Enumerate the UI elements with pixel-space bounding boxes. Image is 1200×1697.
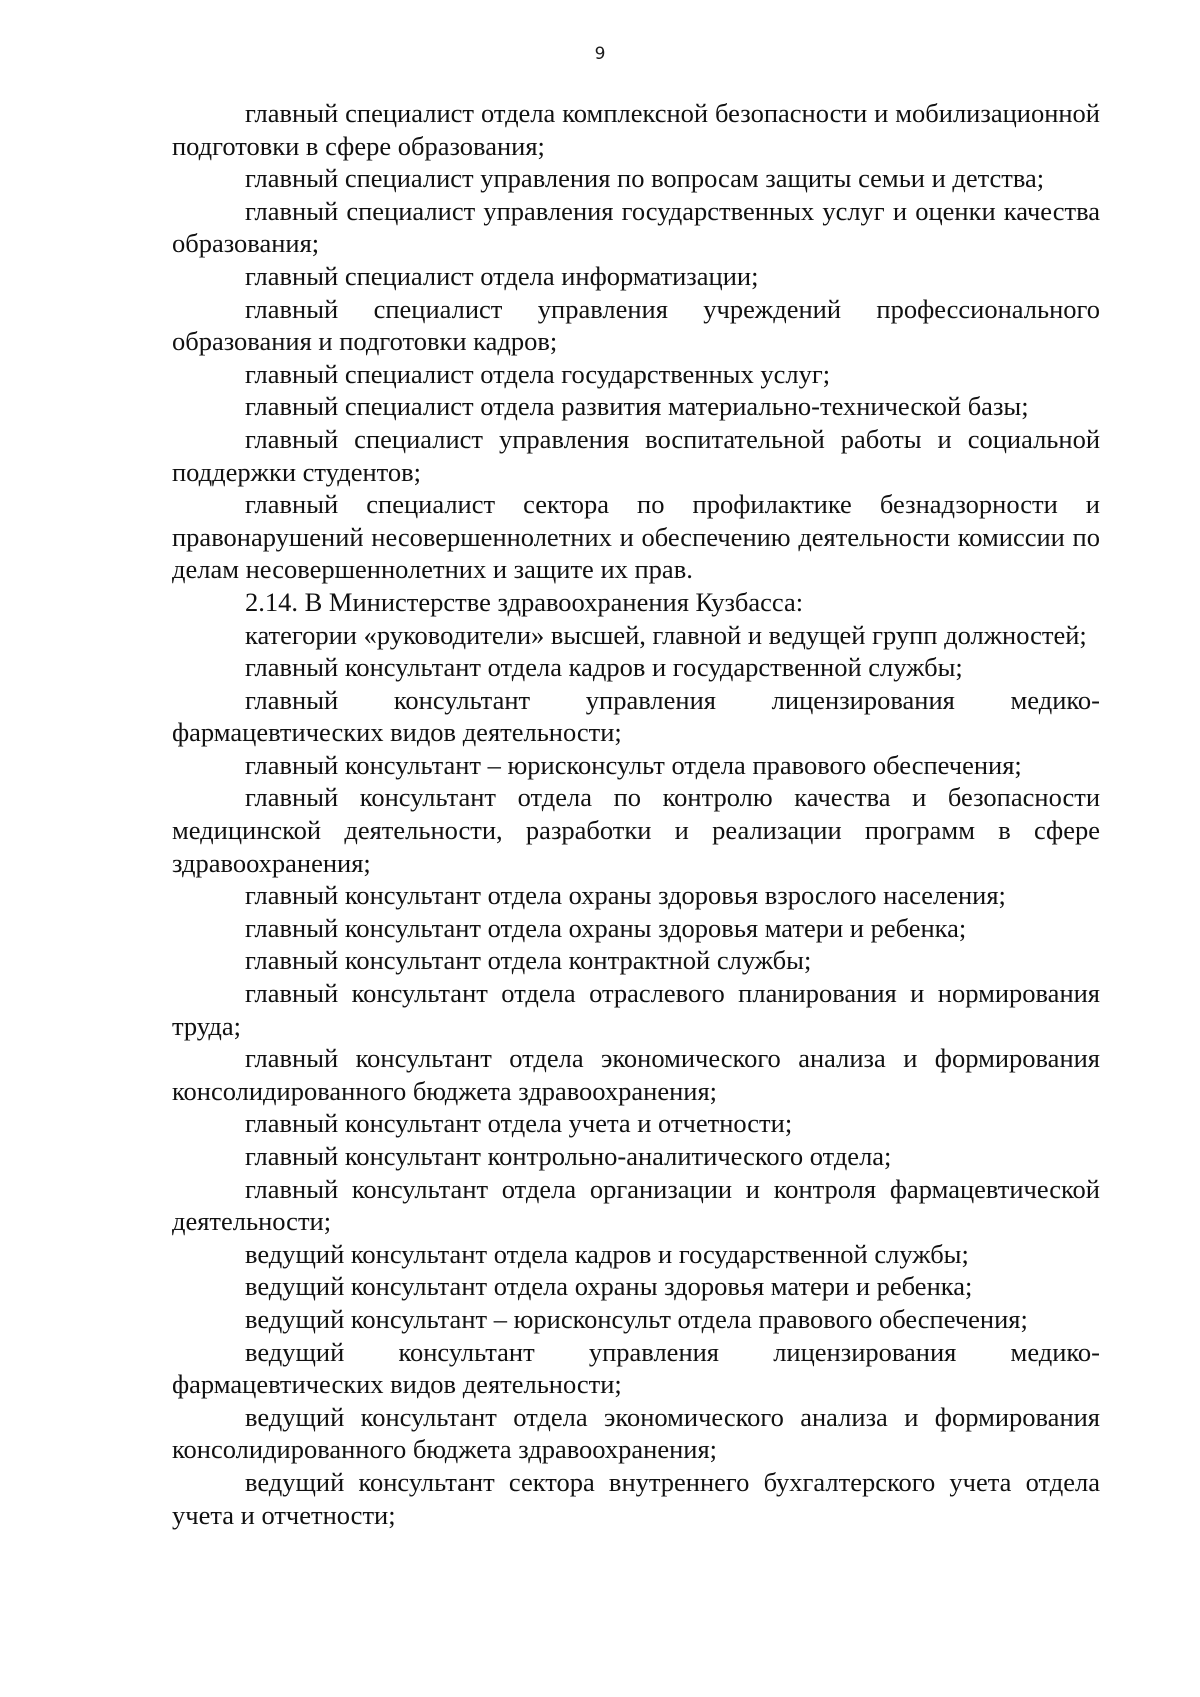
paragraph: главный консультант отдела охраны здоровья взрослого населения; xyxy=(245,880,1006,911)
page-number: 9 xyxy=(594,44,606,64)
paragraph: главный консультант отдела экономического анализа и формирования консолидированного бюджета здравоохранения; xyxy=(172,1043,1100,1106)
paragraph: главный специалист отдела государственных услуг; xyxy=(245,358,831,389)
paragraph: главный консультант отдела охраны здоровья матери и ребенка; xyxy=(245,912,967,943)
paragraph: главный консультант – юрисконсульт отдела правового обеспечения; xyxy=(245,749,1022,780)
paragraph: главный консультант управления лицензирования медико-фармацевтических видов деятельности; xyxy=(172,684,1100,748)
paragraph: категории «руководители» высшей, главной и ведущей групп должностей; xyxy=(245,619,1087,650)
paragraph: главный консультант контрольно-аналитического отдела; xyxy=(245,1141,892,1171)
paragraph: главный консультант отдела организации и контроля фармацевтической деятельности; xyxy=(172,1173,1100,1237)
paragraph: ведущий консультант – юрисконсульт отдела правового обеспечения; xyxy=(245,1303,1028,1334)
paragraph: главный специалист отдела развития материально-технической базы; xyxy=(245,391,1029,422)
paragraph: главный специалист отдела информатизации; xyxy=(245,260,759,291)
paragraph: ведущий консультант управления лицензирования медико-фармацевтических видов деятельности; xyxy=(172,1336,1100,1400)
paragraph: ведущий консультант сектора внутреннего бухгалтерского учета отдела учета и отчетности; xyxy=(172,1466,1100,1530)
paragraph: главный специалист управления по вопросам защиты семьи и детства; xyxy=(245,163,1045,194)
paragraph: ведущий консультант отдела кадров и государственной службы; xyxy=(245,1238,969,1269)
paragraph: главный специалист управления учреждений профессионального образования и подготовки кадров; xyxy=(172,293,1100,357)
paragraph: главный консультант отдела кадров и государственной службы; xyxy=(245,652,963,683)
paragraph: главный консультант отдела отраслевого планирования и нормирования труда; xyxy=(172,978,1100,1041)
paragraph: главный специалист отдела комплексной безопасности и мобилизационной подготовки в сфере образования; xyxy=(172,98,1100,161)
section-heading: 2.14. В Министерстве здравоохранения Кузбасса: xyxy=(245,586,804,617)
paragraph: ведущий консультант отдела экономического анализа и формирования консолидированного бюджета здравоохранения; xyxy=(172,1401,1100,1465)
paragraph: главный специалист управления государственных услуг и оценки качества образования; xyxy=(172,195,1100,259)
paragraph: главный специалист сектора по профилактике безнадзорности и правонарушений несовершеннолетних и обеспечению деятельности комиссии по делам несовершеннолетних и защите их прав. xyxy=(172,489,1100,585)
paragraph: главный консультант отдела учета и отчетности; xyxy=(245,1108,793,1139)
paragraph: главный консультант отдела контрактной службы; xyxy=(245,945,812,976)
paragraph: главный консультант отдела по контролю качества и безопасности медицинской деятельности, разработки и реализации программ в сфере здравоохранения; xyxy=(172,782,1100,878)
paragraph: ведущий консультант отдела охраны здоровья матери и ребенка; xyxy=(245,1271,973,1302)
document-body xyxy=(172,97,1100,1531)
paragraph: главный специалист управления воспитательной работы и социальной поддержки студентов; xyxy=(172,423,1100,487)
